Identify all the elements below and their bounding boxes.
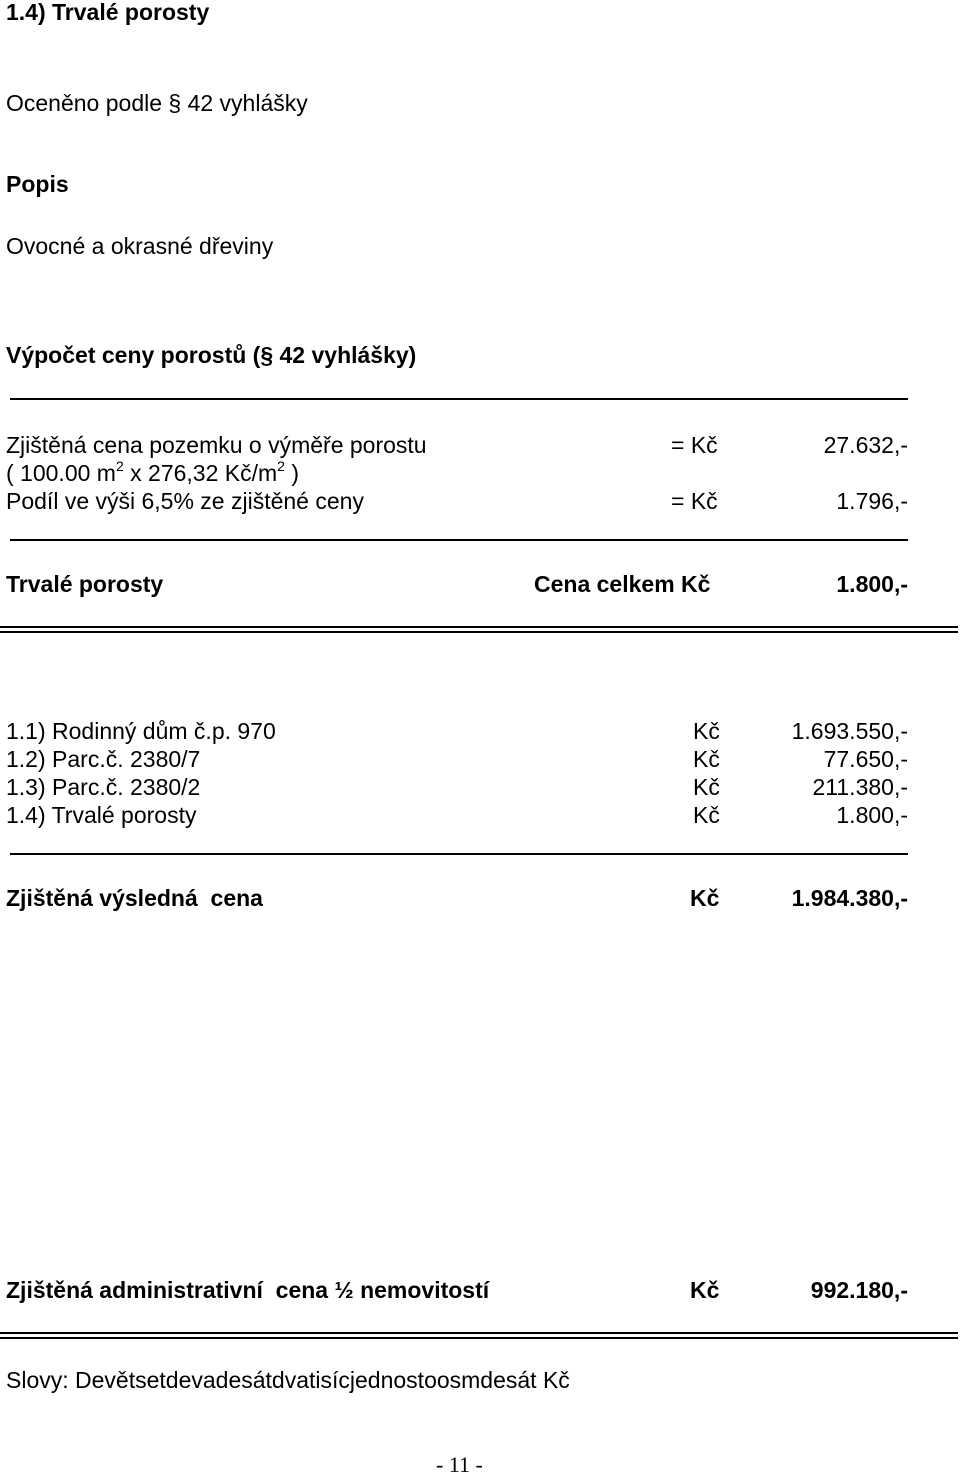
land-price-value: 27.632,-	[823, 432, 908, 458]
description-text: Ovocné a okrasné dřeviny	[6, 233, 274, 259]
result-unit: Kč	[690, 885, 720, 911]
summary-item-label: 1.4) Trvalé porosty	[6, 802, 197, 828]
summary-item-label: 1.1) Rodinný dům č.p. 970	[6, 718, 276, 744]
administrative-price-label: Zjištěná administrativní cena ½ nemovitostí	[6, 1277, 490, 1303]
result-value: 1.984.380,-	[791, 885, 908, 911]
summary-item-value: 211.380,-	[812, 774, 908, 800]
divider	[10, 539, 908, 541]
double-divider	[0, 626, 958, 633]
summary-item-unit: Kč	[693, 746, 720, 772]
administrative-price-unit: Kč	[690, 1277, 720, 1303]
summary-item-unit: Kč	[693, 802, 720, 828]
land-price-detail: ( 100.00 $m^2$ x 276,32 $Kč/m^2$ )	[6, 458, 300, 486]
divider	[10, 398, 908, 400]
summary-item-value: 1.800,-	[836, 802, 908, 828]
summary-item-label: 1.2) Parc.č. 2380/7	[6, 746, 201, 772]
section-heading: 1.4) Trvalé porosty	[6, 0, 210, 25]
valuation-method: Oceněno podle § 42 vyhlášky	[6, 90, 308, 116]
summary-item-value: 1.693.550,-	[791, 718, 908, 744]
land-price-unit: = Kč	[671, 432, 718, 458]
porosty-total-label: Trvalé porosty	[6, 571, 164, 597]
description-label: Popis	[6, 171, 69, 197]
calculation-title: Výpočet ceny porostů (§ 42 vyhlášky)	[6, 342, 417, 368]
administrative-price-value: 992.180,-	[810, 1277, 908, 1303]
summary-item-unit: Kč	[693, 718, 720, 744]
result-label: Zjištěná výsledná cena	[6, 885, 263, 911]
porosty-total-value: 1.800,-	[836, 571, 908, 597]
page-number: - 11 -	[436, 1452, 483, 1477]
land-price-label: Zjištěná cena pozemku o výměře porostu	[6, 432, 427, 458]
summary-item-unit: Kč	[693, 774, 720, 800]
porosty-total-unit: Cena celkem Kč	[534, 571, 711, 597]
share-value: 1.796,-	[836, 488, 908, 514]
share-unit: = Kč	[671, 488, 718, 514]
summary-item-label: 1.3) Parc.č. 2380/2	[6, 774, 201, 800]
amount-in-words: Slovy: Devětsetdevadesátdvatisícjednostoosmdesát Kč	[6, 1367, 570, 1393]
double-divider	[0, 1332, 958, 1339]
summary-item-value: 77.650,-	[823, 746, 908, 772]
share-label: Podíl ve výši 6,5% ze zjištěné ceny	[6, 488, 364, 514]
divider	[10, 853, 908, 855]
